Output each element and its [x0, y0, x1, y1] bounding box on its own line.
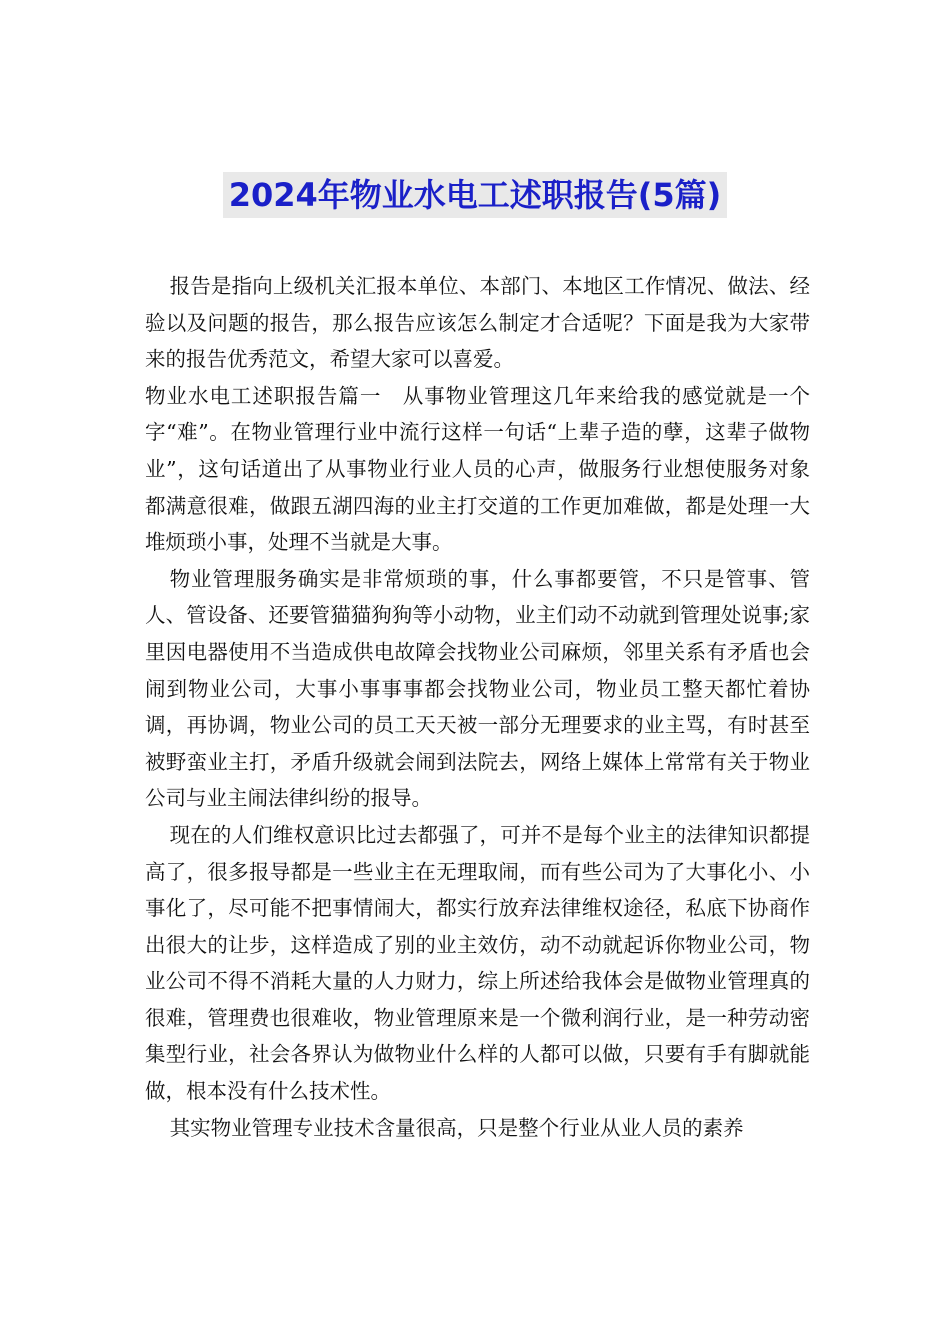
paragraph-rights: 现在的人们维权意识比过去都强了，可并不是每个业主的法律知识都提高了，很多报导都是一些业主在无理取闹，而有些公司为了大事化小、小事化了，尽可能不把事情闹大，都实行放弃法律维权途径，私底下协商作出很大的让步，这样造成了别的业主效仿，动不动就起诉你物业公司，物业公司不得不消耗大量的人力财力，综上所述给我体会是做物业管理真的很难，管理费也很难收，物业管理原来是一个微利润行业，是一种劳动密集型行业，社会各界认为做物业什么样的人都可以做，只要有手有脚就能做，根本没有什么技术性。 — [145, 822, 810, 1104]
title-area — [0, 172, 950, 218]
document-body — [145, 268, 810, 1146]
paragraph-intro: 报告是指向上级机关汇报本单位、本部门、本地区工作情况、做法、经验以及问题的报告，那么报告应该怎么制定才合适呢？下面是我为大家带来的报告优秀范文，希望大家可以喜爱。 — [145, 274, 810, 372]
paragraph-management: 物业管理服务确实是非常烦琐的事，什么事都要管，不只是管事、管人、管设备、还要管猫猫狗狗等小动物，业主们动不动就到管理处说事;家里因电器使用不当造成供电故障会找物业公司麻烦，邻里关系有矛盾也会闹到物业公司，大事小事事事都会找物业公司，物业员工整天都忙着协调，再协调，物业公司的员工天天被一部分无理要求的业主骂，有时甚至被野蛮业主打，矛盾升级就会闹到法院去，网络上媒体上常常有关于物业公司与业主闹法律纠纷的报导。 — [145, 566, 810, 811]
paragraph-technical: 其实物业管理专业技术含量很高，只是整个行业从业人员的素养 — [169, 1115, 744, 1140]
document-title: 2024年物业水电工述职报告(5篇) — [223, 172, 728, 218]
paragraph-part-one: 物业水电工述职报告篇一 从事物业管理这几年来给我的感觉就是一个字“难”。在物业管理行业中流行这样一句话“上辈子造的孽，这辈子做物业”，这句话道出了从事物业行业人员的心声，做服务行业想使服务对象都满意很难，做跟五湖四海的业主打交道的工作更加难做，都是处理一大堆烦琐小事，处理不当就是大事。 — [145, 383, 810, 555]
